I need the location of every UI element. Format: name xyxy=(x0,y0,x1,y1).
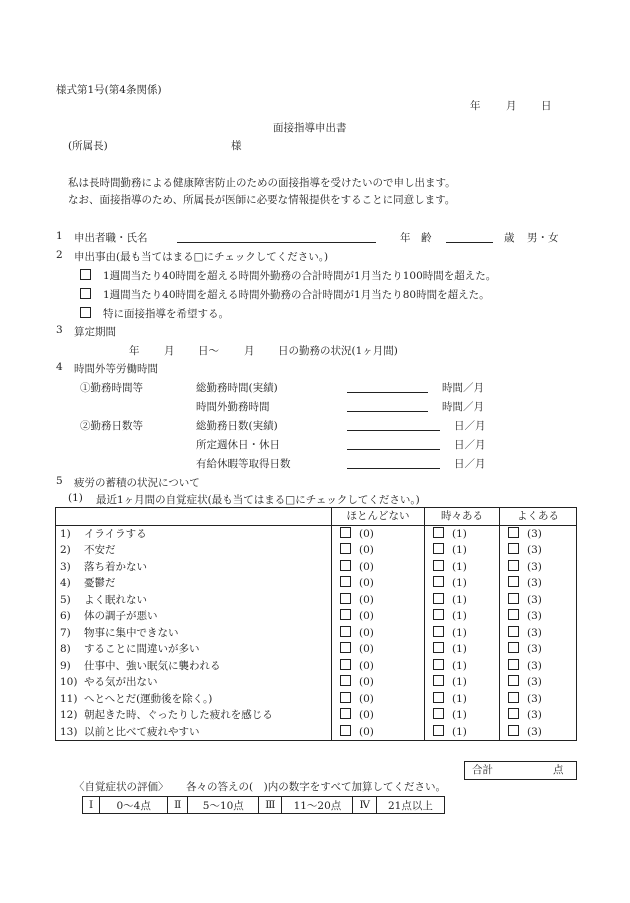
answer-rarely[interactable] xyxy=(332,691,425,708)
section-2-number: 2 xyxy=(56,249,63,261)
evaluation-instruction: 各々の答えの( )内の数字をすべて加算してください。 xyxy=(186,781,446,793)
score-label: (0) xyxy=(359,659,374,672)
scale-range-3: 11〜20点 xyxy=(282,797,353,814)
scale-grade-1: Ⅰ xyxy=(83,797,100,814)
scale-grade-4: Ⅳ xyxy=(353,797,377,814)
symptom-table-header xyxy=(56,508,577,526)
symptom-number: 13) xyxy=(60,725,78,738)
score-label: (3) xyxy=(527,577,542,589)
overtime-hours-unit: 時間／月 xyxy=(442,401,484,413)
evaluation-label: 〈自覚症状の評価〉 xyxy=(74,781,169,793)
date-month-label: 月 xyxy=(506,100,517,112)
score-label: (1) xyxy=(452,659,467,672)
checkbox[interactable] xyxy=(340,725,351,736)
table-row xyxy=(56,691,577,708)
checkbox[interactable] xyxy=(508,642,519,653)
checkbox[interactable] xyxy=(508,560,519,571)
score-label: (3) xyxy=(527,544,542,556)
score-label: (0) xyxy=(359,610,374,622)
form-number: 様式第1号(第4条関係) xyxy=(56,84,162,96)
paid-leave-label: 有給休暇等取得日数 xyxy=(196,458,291,470)
checkbox[interactable] xyxy=(80,288,91,299)
total-work-days-label: 総勤務日数(実績) xyxy=(196,420,278,432)
addressee-honorific: 様 xyxy=(231,140,242,152)
answer-sometimes[interactable] xyxy=(425,691,500,708)
score-label: (3) xyxy=(527,676,542,688)
symptom-text: 落ち着かない xyxy=(84,560,147,573)
reason-option-3[interactable] xyxy=(80,306,229,321)
answer-sometimes[interactable] xyxy=(425,707,500,724)
checkbox[interactable] xyxy=(80,307,91,318)
checkbox[interactable] xyxy=(340,659,351,670)
overtime-label: 時間外等労働時間 xyxy=(74,363,158,375)
checkbox[interactable] xyxy=(508,659,519,670)
age-label: 年 齢 xyxy=(400,232,432,244)
answer-rarely[interactable] xyxy=(332,724,425,741)
table-row xyxy=(56,575,577,592)
applicant-label: 申出者職・氏名 xyxy=(74,232,148,244)
score-label: (3) xyxy=(527,527,542,540)
score-label: (3) xyxy=(527,560,542,573)
checkbox[interactable] xyxy=(433,527,444,538)
checkbox[interactable] xyxy=(433,725,444,736)
score-label: (3) xyxy=(527,659,542,672)
checkbox[interactable] xyxy=(508,725,519,736)
symptom-cell xyxy=(56,625,332,642)
symptom-number: 12) xyxy=(60,709,78,721)
answer-often[interactable] xyxy=(500,674,577,691)
fatigue-sub-label: 最近1ヶ月間の自覚症状(最も当てはまる□にチェックしてください。) xyxy=(96,494,420,506)
section-4-number: 4 xyxy=(56,361,63,373)
table-row xyxy=(56,608,577,625)
total-unit: 点 xyxy=(553,764,564,776)
age-field[interactable] xyxy=(446,242,493,243)
answer-often[interactable] xyxy=(500,542,577,559)
score-label: (0) xyxy=(359,692,374,705)
symptom-cell xyxy=(56,575,332,592)
score-label: (0) xyxy=(359,593,374,606)
period-label: 算定期間 xyxy=(74,326,116,338)
table-row xyxy=(56,542,577,559)
section-5-number: 5 xyxy=(56,475,63,487)
checkbox[interactable] xyxy=(508,543,519,554)
scale-range-4: 21点以上 xyxy=(376,797,444,814)
answer-rarely[interactable] xyxy=(332,625,425,642)
reason-label: 申出事由(最も当てはまる□にチェックしてください。) xyxy=(74,251,329,263)
answer-often[interactable] xyxy=(500,641,577,658)
age-unit: 歳 xyxy=(504,232,515,244)
score-label: (0) xyxy=(359,560,374,573)
checkbox[interactable] xyxy=(433,642,444,653)
checkbox[interactable] xyxy=(340,576,351,587)
period-month-2: 月 xyxy=(244,345,255,357)
answer-rarely[interactable] xyxy=(332,575,425,592)
answer-rarely[interactable] xyxy=(332,707,425,724)
section-3-number: 3 xyxy=(56,324,63,336)
evaluation-scale-table xyxy=(82,796,445,814)
checkbox[interactable] xyxy=(340,527,351,538)
reason-option-2-text: 1週間当たり40時間を超える時間外勤務の合計時間が1月当たり80時間を超えた。 xyxy=(103,289,490,301)
total-work-hours-unit: 時間／月 xyxy=(442,382,484,394)
header-often: よくある xyxy=(500,508,577,526)
checkbox[interactable] xyxy=(340,593,351,604)
addressee-label: (所属長) xyxy=(68,140,108,152)
symptom-text: することに間違いが多い xyxy=(84,643,200,655)
table-row xyxy=(56,559,577,576)
paid-leave-field[interactable] xyxy=(347,468,440,469)
answer-rarely[interactable] xyxy=(332,542,425,559)
answer-often[interactable] xyxy=(500,691,577,708)
symptom-cell xyxy=(56,525,332,542)
total-label: 合計 xyxy=(472,764,493,776)
checkbox[interactable] xyxy=(340,560,351,571)
symptom-text: 不安だ xyxy=(84,544,116,556)
total-work-hours-label: 総勤務時間(実績) xyxy=(196,382,278,394)
reason-option-1-text: 1週間当たり40時間を超える時間外勤務の合計時間が1月当たり100時間を超えた。 xyxy=(103,270,497,282)
checkbox[interactable] xyxy=(433,708,444,719)
answer-sometimes[interactable] xyxy=(425,674,500,691)
checkbox[interactable] xyxy=(340,675,351,686)
scale-grade-2: Ⅱ xyxy=(168,797,188,814)
document-title: 面接指導申出書 xyxy=(273,122,347,134)
period-year: 年 xyxy=(129,345,140,357)
score-label: (0) xyxy=(359,544,374,556)
scale-range-1: 0〜4点 xyxy=(100,797,168,814)
checkbox[interactable] xyxy=(508,708,519,719)
checkbox[interactable] xyxy=(433,576,444,587)
symptom-text: 物事に集中できない xyxy=(84,626,179,639)
symptom-cell xyxy=(56,707,332,724)
table-row xyxy=(56,592,577,609)
score-label: (0) xyxy=(359,709,374,721)
table-row xyxy=(56,724,577,741)
table-row xyxy=(56,658,577,675)
fatigue-label: 疲労の蓄積の状況について xyxy=(74,477,200,489)
overtime-group-2-label: ②勤務日数等 xyxy=(80,420,143,432)
score-label: (0) xyxy=(359,725,374,738)
checkbox[interactable] xyxy=(340,642,351,653)
scale-range-2: 5〜10点 xyxy=(188,797,259,814)
checkbox[interactable] xyxy=(340,708,351,719)
intro-line-1: 私は長時間勤務による健康障害防止のための面接指導を受けたいので申し出ます。 xyxy=(68,177,456,189)
checkbox[interactable] xyxy=(433,675,444,686)
symptom-number: 7) xyxy=(60,626,71,639)
symptom-number: 3) xyxy=(60,560,71,573)
score-label: (1) xyxy=(452,544,467,556)
reason-option-2[interactable] xyxy=(80,287,490,302)
score-label: (0) xyxy=(359,577,374,589)
checkbox[interactable] xyxy=(433,593,444,604)
checkbox[interactable] xyxy=(508,593,519,604)
score-label: (0) xyxy=(359,676,374,688)
answer-sometimes[interactable] xyxy=(425,542,500,559)
header-symptom xyxy=(56,508,332,526)
overtime-hours-field[interactable] xyxy=(347,411,428,412)
score-label: (1) xyxy=(452,626,467,639)
checkbox[interactable] xyxy=(508,675,519,686)
intro-line-2: なお、面接指導のため、所属長が医師に必要な情報提供をすることに同意します。 xyxy=(68,194,456,206)
symptom-number: 5) xyxy=(60,593,71,606)
symptom-number: 4) xyxy=(60,577,71,589)
checkbox[interactable] xyxy=(508,609,519,620)
date-year-label: 年 xyxy=(470,100,481,112)
symptom-number: 9) xyxy=(60,659,71,672)
answer-rarely[interactable] xyxy=(332,674,425,691)
checkbox[interactable] xyxy=(508,626,519,637)
applicant-name-field[interactable] xyxy=(177,242,376,243)
symptom-table xyxy=(55,507,577,741)
reason-option-1[interactable] xyxy=(80,268,496,283)
symptom-number: 11) xyxy=(60,692,78,705)
weekly-holidays-field[interactable] xyxy=(347,449,440,450)
symptom-text: へとへとだ(運動後を除く。) xyxy=(84,692,213,705)
checkbox[interactable] xyxy=(433,626,444,637)
date-day-label: 日 xyxy=(541,100,552,112)
overtime-hours-label: 時間外勤務時間 xyxy=(196,401,270,413)
period-month-1: 月 xyxy=(164,345,175,357)
score-label: (1) xyxy=(452,643,467,655)
answer-rarely[interactable] xyxy=(332,559,425,576)
answer-often[interactable] xyxy=(500,592,577,609)
checkbox[interactable] xyxy=(340,609,351,620)
answer-often[interactable] xyxy=(500,575,577,592)
answer-rarely[interactable] xyxy=(332,608,425,625)
symptom-text: 以前と比べて疲れやすい xyxy=(84,725,200,738)
score-label: (0) xyxy=(359,527,374,540)
score-label: (3) xyxy=(527,593,542,606)
answer-rarely[interactable] xyxy=(332,525,425,542)
score-label: (1) xyxy=(452,610,467,622)
checkbox[interactable] xyxy=(433,560,444,571)
checkbox[interactable] xyxy=(340,543,351,554)
symptom-number: 10) xyxy=(60,676,78,688)
reason-option-3-text: 特に面接指導を希望する。 xyxy=(103,308,229,320)
checkbox[interactable] xyxy=(508,527,519,538)
symptom-cell xyxy=(56,608,332,625)
symptom-text: 仕事中、強い眠気に襲われる xyxy=(84,659,221,672)
weekly-holidays-label: 所定週休日・休日 xyxy=(196,439,280,451)
answer-sometimes[interactable] xyxy=(425,641,500,658)
table-row xyxy=(56,707,577,724)
score-label: (1) xyxy=(452,676,467,688)
checkbox[interactable] xyxy=(508,692,519,703)
period-tail: 日の勤務の状況(1ヶ月間) xyxy=(278,345,398,357)
table-row xyxy=(56,641,577,658)
total-work-hours-field[interactable] xyxy=(347,392,428,393)
score-label: (0) xyxy=(359,643,374,655)
answer-sometimes[interactable] xyxy=(425,724,500,741)
total-score-box[interactable] xyxy=(464,761,577,780)
symptom-cell xyxy=(56,592,332,609)
checkbox[interactable] xyxy=(80,269,91,280)
score-label: (3) xyxy=(527,692,542,705)
answer-rarely[interactable] xyxy=(332,658,425,675)
fatigue-sub-number: (1) xyxy=(68,492,83,504)
score-label: (1) xyxy=(452,725,467,738)
answer-often[interactable] xyxy=(500,608,577,625)
symptom-cell xyxy=(56,674,332,691)
checkbox[interactable] xyxy=(433,609,444,620)
answer-sometimes[interactable] xyxy=(425,575,500,592)
score-label: (0) xyxy=(359,626,374,639)
score-label: (3) xyxy=(527,626,542,639)
checkbox[interactable] xyxy=(433,659,444,670)
symptom-cell xyxy=(56,641,332,658)
symptom-cell xyxy=(56,542,332,559)
symptom-cell xyxy=(56,724,332,741)
answer-often[interactable] xyxy=(500,707,577,724)
overtime-group-1-label: ①勤務時間等 xyxy=(80,382,143,394)
score-label: (3) xyxy=(527,643,542,655)
answer-sometimes[interactable] xyxy=(425,559,500,576)
answer-sometimes[interactable] xyxy=(425,608,500,625)
section-1-number: 1 xyxy=(56,230,63,242)
symptom-number: 6) xyxy=(60,610,71,622)
answer-often[interactable] xyxy=(500,559,577,576)
sex-selector[interactable]: 男・女 xyxy=(527,232,559,244)
symptom-text: イライラする xyxy=(84,527,147,540)
checkbox[interactable] xyxy=(433,692,444,703)
symptom-text: 体の調子が悪い xyxy=(84,610,158,622)
weekly-holidays-unit: 日／月 xyxy=(454,439,486,451)
answer-often[interactable] xyxy=(500,658,577,675)
symptom-cell xyxy=(56,658,332,675)
score-label: (1) xyxy=(452,560,467,573)
score-label: (1) xyxy=(452,577,467,589)
symptom-text: よく眠れない xyxy=(84,593,147,606)
symptom-text: 朝起きた時、ぐったりした疲れを感じる xyxy=(84,709,273,721)
header-rarely: ほとんどない xyxy=(332,508,425,526)
checkbox[interactable] xyxy=(340,692,351,703)
total-work-days-unit: 日／月 xyxy=(454,420,486,432)
total-work-days-field[interactable] xyxy=(347,430,440,431)
answer-rarely[interactable] xyxy=(332,641,425,658)
score-label: (1) xyxy=(452,593,467,606)
symptom-cell xyxy=(56,559,332,576)
answer-often[interactable] xyxy=(500,525,577,542)
answer-sometimes[interactable] xyxy=(425,625,500,642)
symptom-text: 憂鬱だ xyxy=(84,577,116,589)
answer-often[interactable] xyxy=(500,625,577,642)
table-row xyxy=(56,674,577,691)
answer-sometimes[interactable] xyxy=(425,525,500,542)
period-day-1: 日〜 xyxy=(198,345,219,357)
table-row xyxy=(56,625,577,642)
score-label: (3) xyxy=(527,725,542,738)
answer-often[interactable] xyxy=(500,724,577,741)
score-label: (3) xyxy=(527,610,542,622)
paid-leave-unit: 日／月 xyxy=(454,458,486,470)
header-sometimes: 時々ある xyxy=(425,508,500,526)
score-label: (1) xyxy=(452,527,467,540)
symptom-number: 1) xyxy=(60,527,71,540)
score-label: (1) xyxy=(452,709,467,721)
answer-rarely[interactable] xyxy=(332,592,425,609)
score-label: (1) xyxy=(452,692,467,705)
symptom-number: 2) xyxy=(60,544,71,556)
symptom-number: 8) xyxy=(60,643,71,655)
symptom-cell xyxy=(56,691,332,708)
answer-sometimes[interactable] xyxy=(425,658,500,675)
answer-sometimes[interactable] xyxy=(425,592,500,609)
checkbox[interactable] xyxy=(433,543,444,554)
checkbox[interactable] xyxy=(340,626,351,637)
scale-grade-3: Ⅲ xyxy=(259,797,282,814)
symptom-text: やる気が出ない xyxy=(84,676,158,688)
checkbox[interactable] xyxy=(508,576,519,587)
table-row xyxy=(56,525,577,542)
score-label: (3) xyxy=(527,709,542,721)
